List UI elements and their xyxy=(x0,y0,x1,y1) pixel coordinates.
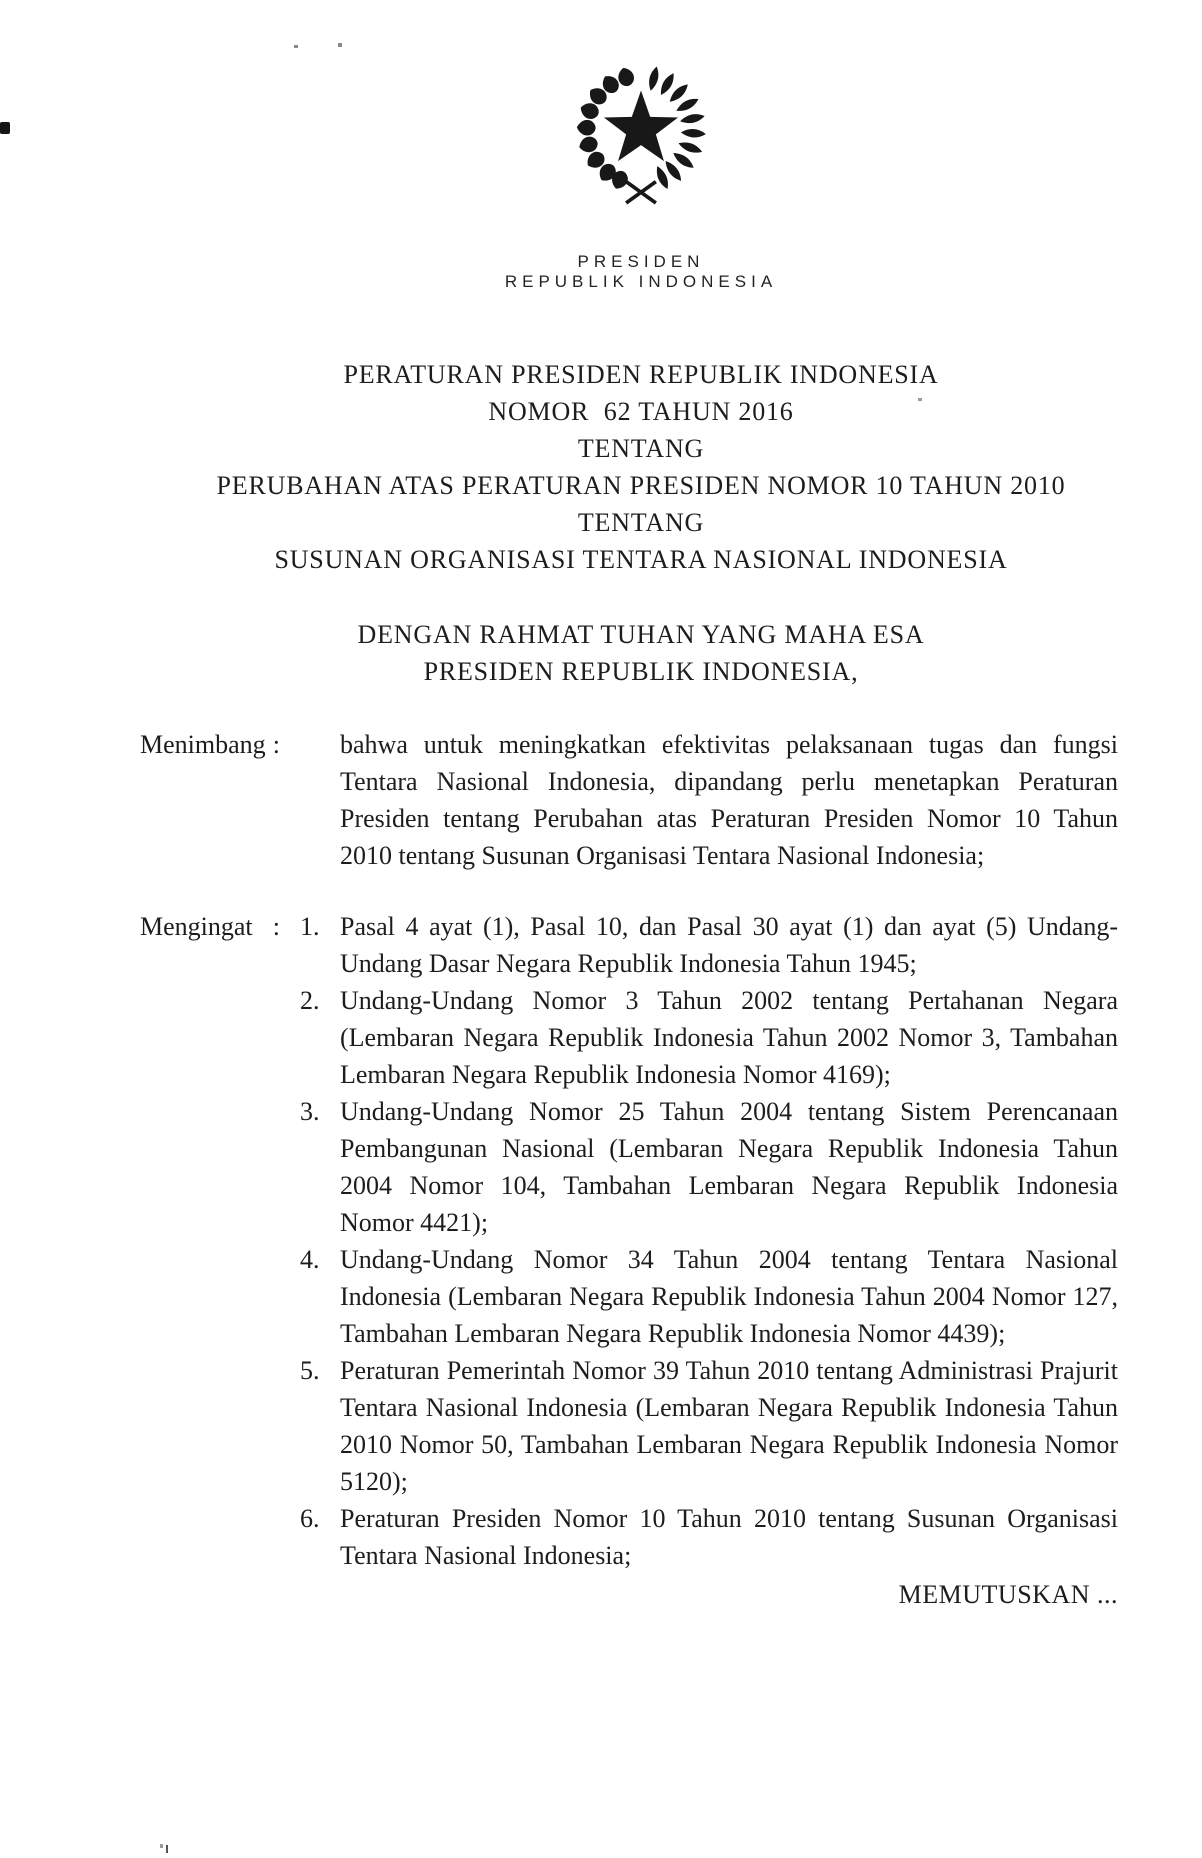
scan-artifact xyxy=(338,43,342,47)
item-text: Peraturan Pemerintah Nomor 39 Tahun 2010 tentang Administrasi Prajurit Tentara Nasional Indonesia (Lembaran Negara Republik Indonesia Tahun 2010 Nomor 50, Tambahan Lembaran Negara Republik Indonesia Nomor 5120); xyxy=(340,1356,1118,1496)
mengingat-colon: : xyxy=(272,912,280,941)
letterhead xyxy=(164,64,1118,292)
scan-artifact xyxy=(160,1844,163,1848)
item-number: 3. xyxy=(300,1097,320,1126)
presidential-seal-icon xyxy=(562,64,720,210)
item-number: 6. xyxy=(300,1504,320,1533)
catchword-memutuskan: MEMUTUSKAN ... xyxy=(898,1580,1118,1609)
scan-artifact xyxy=(166,1845,168,1853)
regulation-number: NOMOR 62 TAHUN 2016 xyxy=(488,397,794,426)
item-text: Undang-Undang Nomor 25 Tahun 2004 tentang Sistem Perencanaan Pembangunan Nasional (Lembaran Negara Republik Indonesia Tahun 2004 Nomor 104, Tambahan Lembaran Negara Republik Indonesia Nomor 4421); xyxy=(340,1097,1118,1237)
letterhead-presiden: PRESIDEN xyxy=(577,252,705,271)
item-text: Undang-Undang Nomor 3 Tahun 2002 tentang Pertahanan Negara (Lembaran Negara Republik Indonesia Tahun 2002 Nomor 3, Tambahan Lembaran Negara Republik Indonesia Nomor 4169); xyxy=(340,986,1118,1089)
subject-line-2: SUSUNAN ORGANISASI TENTARA NASIONAL INDONESIA xyxy=(274,545,1008,574)
item-text: Pasal 4 ayat (1), Pasal 10, dan Pasal 30 ayat (1) dan ayat (5) Undang-Undang Dasar Negara Republik Indonesia Tahun 1945; xyxy=(340,912,1118,978)
item-number: 4. xyxy=(300,1245,320,1274)
list-item xyxy=(300,1500,1118,1574)
scan-artifact xyxy=(918,398,922,401)
preamble xyxy=(164,616,1118,690)
item-number: 2. xyxy=(300,986,320,1015)
item-number: 1. xyxy=(300,912,320,941)
mengingat-label-cell xyxy=(140,908,280,945)
list-item xyxy=(300,1093,1118,1241)
considering-section xyxy=(140,726,1118,874)
mengingat-label: Mengingat xyxy=(140,912,253,941)
invocation: DENGAN RAHMAT TUHAN YANG MAHA ESA xyxy=(357,620,925,649)
list-item xyxy=(300,982,1118,1093)
list-item xyxy=(300,908,1118,982)
scan-artifact xyxy=(0,122,10,134)
tentang-label: TENTANG xyxy=(577,434,705,463)
item-text: Undang-Undang Nomor 34 Tahun 2004 tentang Tentara Nasional Indonesia (Lembaran Negara Republik Indonesia Tahun 2004 Nomor 127, Tambahan Lembaran Negara Republik Indonesia Nomor 4439); xyxy=(340,1245,1118,1348)
menimbang-label-cell xyxy=(140,726,280,763)
remembering-section xyxy=(140,908,1118,1574)
mengingat-list xyxy=(300,908,1118,1574)
star-icon xyxy=(604,91,678,162)
list-item xyxy=(300,1241,1118,1352)
menimbang-colon: : xyxy=(272,730,280,759)
scan-artifact xyxy=(294,45,298,48)
subject-line-1: PERUBAHAN ATAS PERATURAN PRESIDEN NOMOR 10 TAHUN 2010 TENTANG xyxy=(216,471,1073,537)
menimbang-label: Menimbang xyxy=(140,730,266,759)
item-number: 5. xyxy=(300,1356,320,1385)
list-item xyxy=(300,1352,1118,1500)
regulation-name: PERATURAN PRESIDEN REPUBLIK INDONESIA xyxy=(343,360,939,389)
menimbang-text: bahwa untuk meningkatkan efektivitas pelaksanaan tugas dan fungsi Tentara Nasional Indonesia, dipandang perlu menetapkan Peraturan Presiden tentang Perubahan atas Peraturan Presiden Nomor 10 Tahun 2010 tentang Susunan Organisasi Tentara Nasional Indonesia; xyxy=(340,730,1118,870)
item-text: Peraturan Presiden Nomor 10 Tahun 2010 tentang Susunan Organisasi Tentara Nasional Indonesia; xyxy=(340,1504,1118,1570)
title-block xyxy=(164,356,1118,578)
enacting-authority: PRESIDEN REPUBLIK INDONESIA, xyxy=(423,657,859,686)
letterhead-republik-indonesia: REPUBLIK INDONESIA xyxy=(504,272,778,291)
